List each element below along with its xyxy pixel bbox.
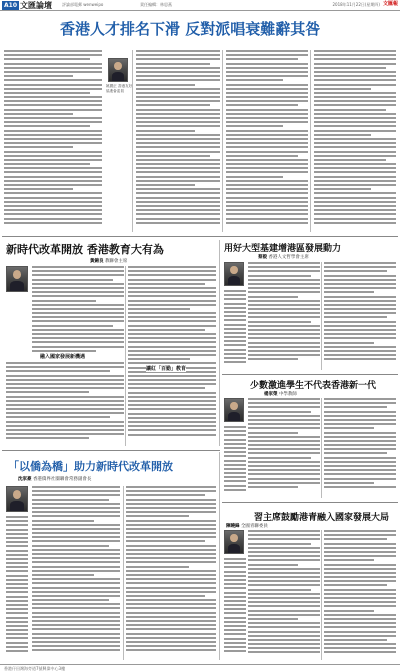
column-divider — [132, 50, 133, 232]
section-divider — [222, 502, 398, 503]
article2-byline — [90, 258, 127, 264]
article1-body-col4 — [314, 50, 396, 232]
article2-subhead-2: 讓紅「百勤」教育 — [146, 366, 187, 372]
article2-headline: 新時代改革開放 香港教育大有為 — [6, 243, 164, 256]
article2-author-title: 教聯會主席 — [104, 259, 128, 264]
masthead — [0, 0, 400, 11]
column-divider — [321, 530, 322, 660]
article1-body-col1 — [4, 50, 102, 232]
article6-author-title: 全國青聯委員 — [240, 524, 268, 529]
section-divider — [2, 450, 220, 451]
article2-author-photo — [6, 266, 28, 292]
column-divider — [222, 50, 223, 232]
article3-body-col2 — [324, 262, 396, 370]
article1-headline: 香港人才排名下滑 反對派唱衰難辭其咎 — [60, 20, 321, 38]
article4-byline — [264, 391, 297, 397]
article4-body-col0 — [224, 426, 246, 498]
article5-author-photo — [6, 486, 28, 512]
article4-author-photo — [224, 398, 244, 422]
article6-body-col1 — [248, 530, 320, 660]
article3-body-col0 — [224, 290, 246, 370]
column-divider — [219, 240, 220, 446]
article5-body-col2 — [126, 486, 216, 660]
article4-headline: 少數激進學生不代表香港新一代 — [250, 381, 377, 391]
article1-body-col3 — [226, 50, 308, 232]
column-divider — [219, 452, 220, 660]
column-divider — [125, 266, 126, 446]
article3-byline — [258, 254, 309, 260]
column-divider — [123, 486, 124, 660]
article3-headline: 用好大型基建增港區發展動力 — [224, 244, 342, 254]
column-divider — [321, 262, 322, 370]
article2-author-name: 黃錦良 — [90, 259, 104, 264]
article4-body-col2 — [324, 398, 396, 498]
article5-body-col1 — [32, 486, 120, 660]
article1-author-photo — [108, 58, 128, 82]
article6-body-col2 — [324, 530, 396, 660]
brand-logo: 文匯報 — [382, 1, 398, 7]
article3-body-col1 — [248, 262, 320, 370]
article6-body-col0 — [224, 558, 246, 660]
article2-body-col1b — [6, 362, 124, 446]
section-divider — [2, 236, 398, 237]
article1-body-col2 — [136, 50, 220, 232]
article5-headline: 「以僑為橋」助力新時代改革開放 — [8, 460, 173, 473]
article2-subhead-1: 融入國家發展新機遇 — [40, 354, 86, 360]
footer: 香港仔田灣海旁道7號興偉中心3樓 — [0, 664, 400, 672]
column-divider — [321, 398, 322, 498]
contact-info: 評論部電郵 wenweipo — [62, 2, 104, 7]
article5-author-title: 香港僑界社團聯會常務副會長 — [32, 477, 92, 482]
article4-author-title: 中學教師 — [278, 392, 297, 397]
article4-author-name: 楊家榮 — [264, 392, 278, 397]
article6-author-photo — [224, 530, 244, 554]
article4-body-col1 — [248, 398, 320, 498]
article3-author-title: 香港人文哲學會主席 — [268, 255, 309, 260]
section-divider — [222, 374, 398, 375]
article6-headline: 習主席鼓勵港青融入國家發展大局 — [254, 513, 390, 523]
article3-author-photo — [224, 262, 244, 286]
article5-body-col0 — [6, 516, 28, 660]
article6-byline — [226, 523, 268, 529]
issue-date: 2018年11月22日(星期四) — [332, 2, 380, 7]
article1-photo-caption: 姚國正 香港友好協進會委員 — [106, 84, 133, 93]
article3-author-name: 蔡毅 — [258, 255, 267, 260]
article6-author-name: 陳曉鋒 — [226, 524, 240, 529]
editor-credit: 責任編輯：林思燕 — [140, 2, 172, 7]
article5-author-name: 沈家豪 — [18, 477, 32, 482]
column-divider — [310, 50, 311, 232]
article5-byline — [18, 476, 91, 482]
page-number: A10 — [4, 2, 17, 9]
section-title: 文匯論壇 — [20, 0, 52, 10]
article2-body-col2 — [128, 266, 216, 446]
